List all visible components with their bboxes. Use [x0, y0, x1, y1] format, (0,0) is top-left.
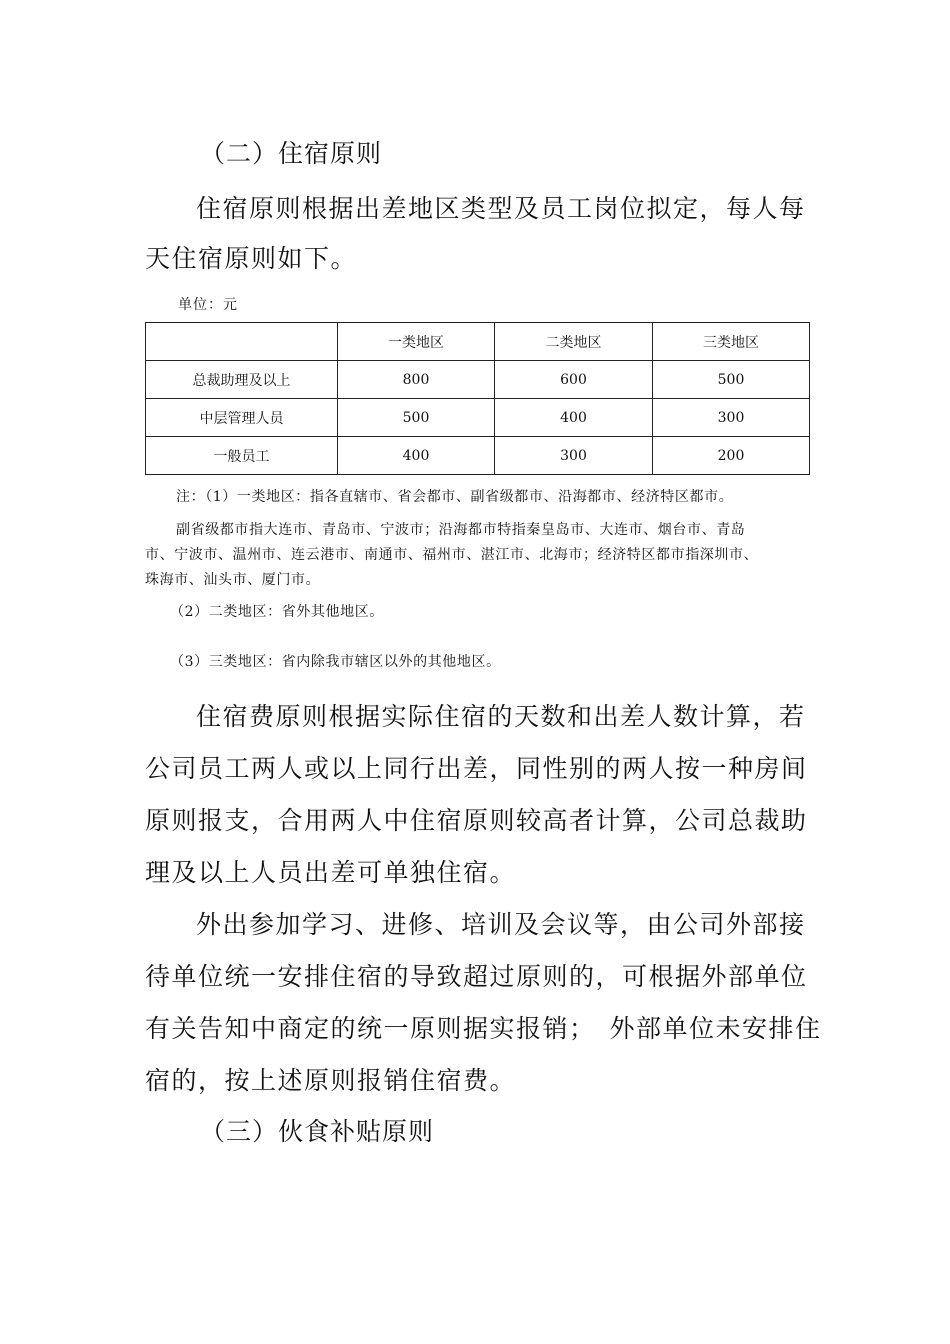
table-cell-value: 600	[495, 361, 653, 399]
accommodation-rate-table	[145, 322, 810, 475]
table-row	[146, 361, 810, 399]
paragraph-2-line-2: 待单位统一安排住宿的导致超过原则的，可根据外部单位	[145, 962, 808, 991]
table-cell-value: 300	[653, 399, 810, 437]
section-heading-accommodation: （二）住宿原则	[200, 139, 383, 168]
note-1-detail-line-3: 珠海市、汕头市、厦门市。	[145, 572, 321, 588]
table-cell-value: 200	[653, 437, 810, 475]
table-cell-value: 800	[338, 361, 495, 399]
table-cell-value: 400	[495, 399, 653, 437]
intro-line-1: 住宿原则根据出差地区类型及员工岗位拟定，每人每	[196, 194, 806, 223]
table-cell-value: 500	[338, 399, 495, 437]
table-cell-value: 300	[495, 437, 653, 475]
section-heading-meal-allowance: （三）伙食补贴原则	[200, 1117, 435, 1146]
note-2: （2）二类地区：省外其他地区。	[170, 604, 384, 620]
table-header-cell	[146, 323, 338, 361]
table-row	[146, 399, 810, 437]
table-cell-position: 一般员工	[146, 437, 338, 475]
note-1-detail-line-2: 市、宁波市、温州市、连云港市、南通市、福州市、湛江市、北海市；经济特区都市指深圳市、	[145, 547, 759, 563]
note-3: （3）三类地区：省内除我市辖区以外的其他地区。	[170, 654, 501, 670]
paragraph-2-line-3: 有关告知中商定的统一原则据实报销； 外部单位未安排住	[145, 1014, 822, 1043]
table-header-cell: 一类地区	[338, 323, 495, 361]
paragraph-1-line-3: 原则报支，合用两人中住宿原则较高者计算，公司总裁助	[145, 806, 808, 835]
paragraph-1-line-4: 理及以上人员出差可单独住宿。	[145, 858, 517, 887]
table-header-cell: 三类地区	[653, 323, 810, 361]
paragraph-2-line-1: 外出参加学习、进修、培训及会议等，由公司外部接	[196, 910, 806, 939]
paragraph-1-line-1: 住宿费原则根据实际住宿的天数和出差人数计算，若	[196, 702, 806, 731]
note-1-detail-line-1: 副省级都市指大连市、青岛市、宁波市；沿海都市特指秦皇岛市、大连市、烟台市、青岛	[176, 522, 746, 538]
table-cell-position: 中层管理人员	[146, 399, 338, 437]
table-header-row	[146, 323, 810, 361]
table-cell-value: 400	[338, 437, 495, 475]
table-cell-position: 总裁助理及以上	[146, 361, 338, 399]
intro-line-2: 天住宿原则如下。	[145, 244, 358, 273]
paragraph-2-line-4: 宿的，按上述原则报销住宿费。	[145, 1066, 517, 1095]
paragraph-1-line-2: 公司员工两人或以上同行出差，同性别的两人按一种房间	[145, 754, 808, 783]
table-cell-value: 500	[653, 361, 810, 399]
table-header-cell: 二类地区	[495, 323, 653, 361]
table-row	[146, 437, 810, 475]
unit-label: 单位：元	[178, 297, 238, 313]
note-1: 注：（1）一类地区：指各直辖市、省会都市、副省级都市、沿海都市、经济特区都市。	[176, 489, 734, 505]
